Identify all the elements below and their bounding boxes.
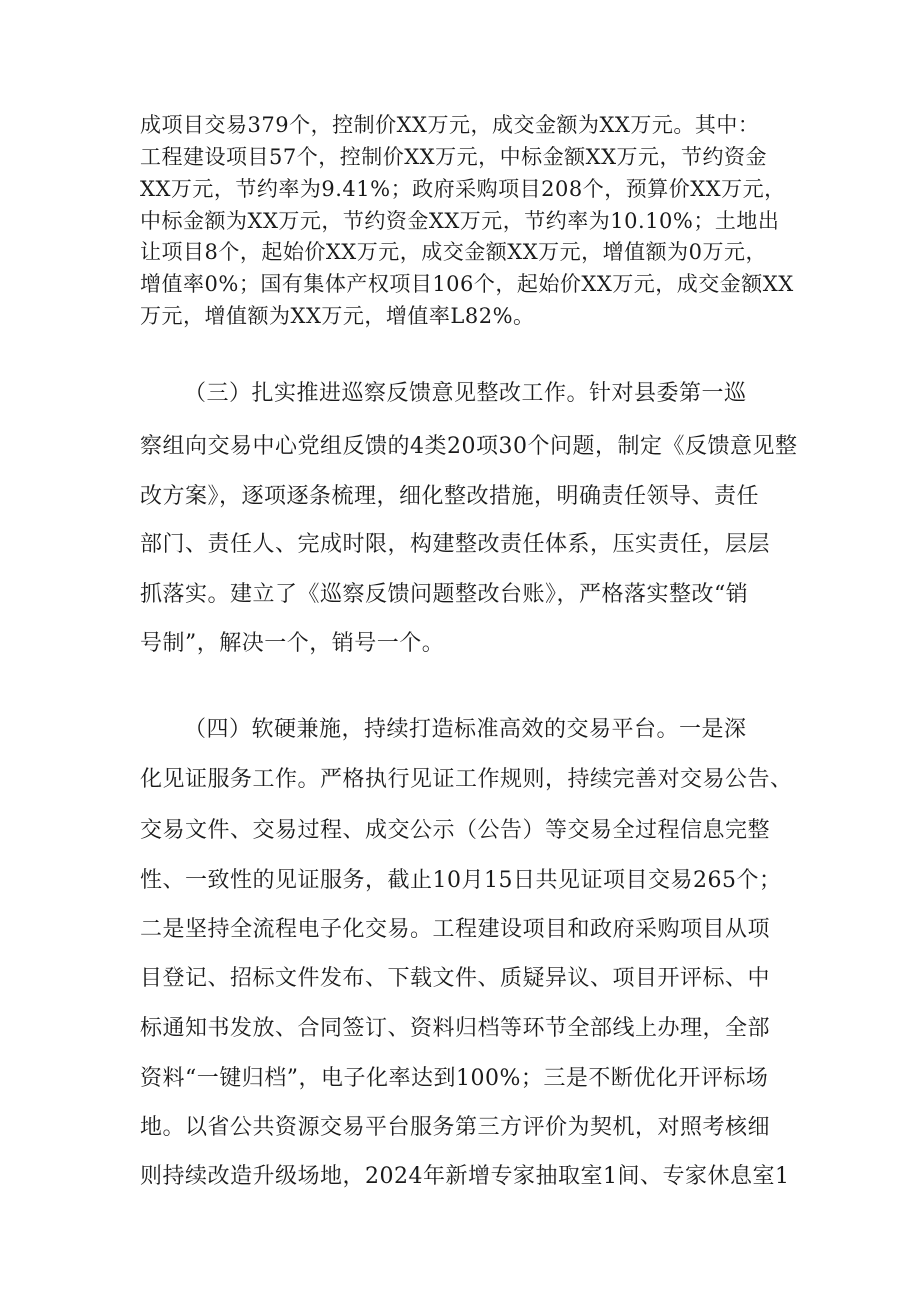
text-line: 资料“一键归档”，电子化率达到100%；三是不断优化开评标场 — [140, 1066, 769, 1091]
text-line: 中标金额为XX万元，节约资金XX万元，节约率为10.10%；土地出 — [140, 209, 780, 233]
text-line: 交易文件、交易过程、成交公示（公告）等交易全过程信息完整 — [140, 818, 771, 843]
text-line: 工程建设项目57个，控制价XX万元，中标金额XX万元，节约资金 — [140, 145, 768, 169]
text-line: 化见证服务工作。严格执行见证工作规则，持续完善对交易公告、 — [140, 767, 793, 792]
text-line: （四）软硬兼施，持续打造标准高效的交易平台。一是深 — [184, 717, 747, 742]
text-line: XX万元，节约率为9.41%；政府采购项目208个，预算价XX万元， — [140, 177, 786, 201]
text-line: 抓落实。建立了《巡察反馈问题整改台账》，严格落实整改“销 — [140, 582, 749, 607]
text-line: 察组向交易中心党组反馈的4类20项30个问题，制定《反馈意见整 — [140, 434, 798, 459]
text-line: 地。以省公共资源交易平台服务第三方评价为契机，对照考核细 — [140, 1115, 771, 1140]
text-line: 性、一致性的见证服务，截止10月15日共见证项目交易265个； — [140, 868, 782, 893]
text-line: 让项目8个，起始价XX万元，成交金额XX万元，增值额为0万元， — [140, 240, 768, 264]
text-line: 部门、责任人、完成时限，构建整改责任体系，压实责任，层层 — [140, 532, 771, 557]
text-line: 万元，增值额为XX万元，增值率L82%。 — [140, 304, 535, 328]
text-line: 二是坚持全流程电子化交易。工程建设项目和政府采购项目从项 — [140, 917, 771, 942]
text-line: 改方案》，逐项逐条梳理，细化整改措施，明确责任领导、责任 — [140, 484, 760, 509]
text-line: 目登记、招标文件发布、下载文件、质疑异议、项目开评标、中 — [140, 966, 771, 991]
text-line: 成项目交易379个，控制价XX万元，成交金额为XX万元。其中： — [140, 113, 760, 137]
text-line: 号制”，解决一个，销号一个。 — [140, 631, 445, 656]
text-line: 标通知书发放、合同签订、资料归档等环节全部线上办理，全部 — [140, 1016, 771, 1041]
text-line: 则持续改造升级场地，2024年新增专家抽取室1间、专家休息室1 — [140, 1164, 790, 1189]
text-line: 增值率0%；国有集体产权项目106个，起始价XX万元，成交金额XX — [140, 272, 794, 296]
text-line: （三）扎实推进巡察反馈意见整改工作。针对县委第一巡 — [184, 381, 747, 406]
